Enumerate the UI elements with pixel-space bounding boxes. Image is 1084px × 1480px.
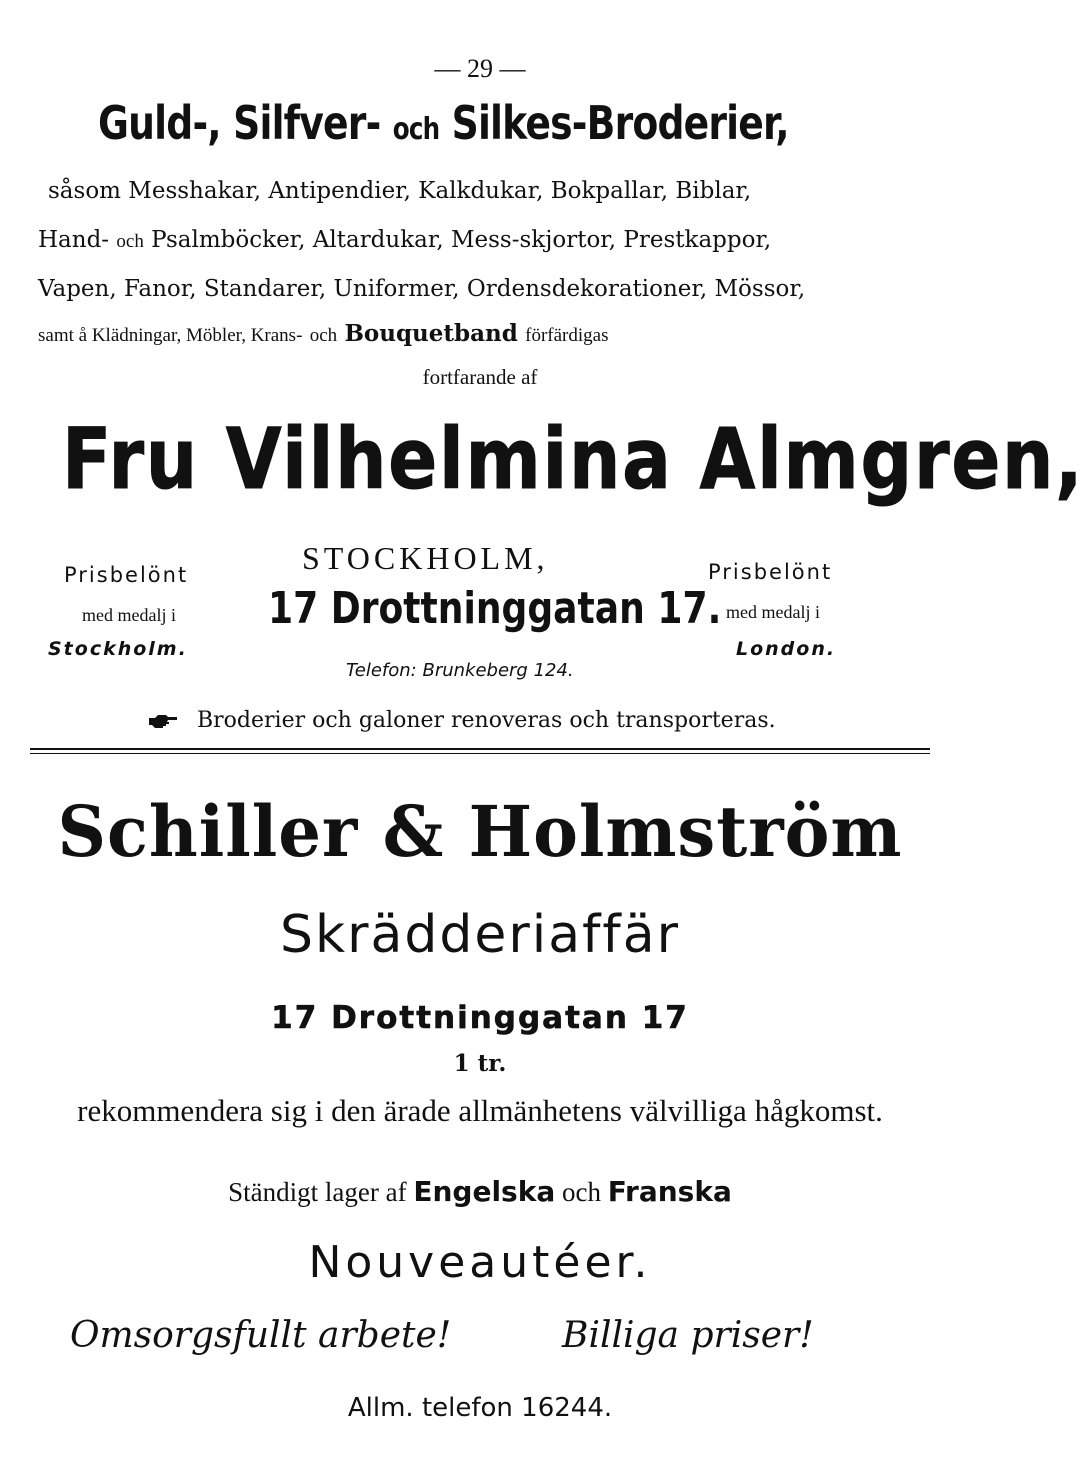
page-number: — 29 — [434, 54, 526, 83]
services-line-1: såsom Messhakar, Antipendier, Kalkdukar, Bokpallar, Biblar, [48, 178, 752, 204]
notice-line [148, 708, 776, 733]
proprietor-name: Fru Vilhelmina Almgren, [62, 410, 1084, 508]
firm-name: Schiller & Holmström [57, 790, 903, 873]
firm-recommendation: rekommendera sig i den ärade allmänhetens välvilliga hågkomst. [77, 1093, 883, 1128]
firm-phone: Allm. telefon 16244. [347, 1393, 613, 1423]
divider-rule [30, 748, 930, 750]
headline-och: och [392, 112, 440, 147]
headline-part1: Guld-, Silfver- [98, 96, 381, 150]
award-right-sub: med medalj i [726, 602, 820, 622]
address-phone: Telefon: Brunkeberg 124. [346, 660, 574, 681]
address-city: STOCKHOLM, [302, 540, 549, 576]
services-line-2: Hand- och Psalmböcker, Altardukar, Mess-skjortor, Prestkappor, [38, 227, 772, 253]
divider-rule-thin [30, 753, 930, 754]
notice-text: Broderier och galoner renoveras och transporteras. [197, 708, 776, 733]
firm-address: 17 Drottninggatan 17 [271, 1000, 689, 1036]
firm-business: Skrädderiaffär [280, 905, 680, 965]
award-right-city: London. [736, 638, 837, 660]
award-left-city: Stockholm. [48, 638, 188, 660]
headline [98, 96, 789, 150]
services-line-4: samt å Klädningar, Möbler, Krans- och Bouquetband förfärdigas [38, 320, 609, 347]
award-right-title: Prisbelönt [708, 560, 833, 584]
address-street: 17 Drottninggatan 17. [268, 583, 722, 634]
award-left-sub: med medalj i [82, 605, 176, 625]
continuing-text: fortfarande af [422, 365, 538, 389]
headline-part2: Silkes-Broderier, [451, 96, 789, 150]
slogan-careful-work: Omsorgsfullt arbete! [70, 1315, 452, 1356]
slogan-cheap-prices: Billiga priser! [562, 1315, 814, 1356]
firm-stock-line: Ständigt lager af Engelska och Franska [228, 1175, 732, 1208]
firm-novelties: Nouveautéer. [308, 1237, 652, 1288]
pointing-hand-icon [148, 713, 178, 729]
services-line-3: Vapen, Fanor, Standarer, Uniformer, Ordensdekorationer, Mössor, [38, 276, 806, 302]
firm-floor: 1 tr. [453, 1050, 507, 1077]
award-left-title: Prisbelönt [64, 563, 189, 587]
